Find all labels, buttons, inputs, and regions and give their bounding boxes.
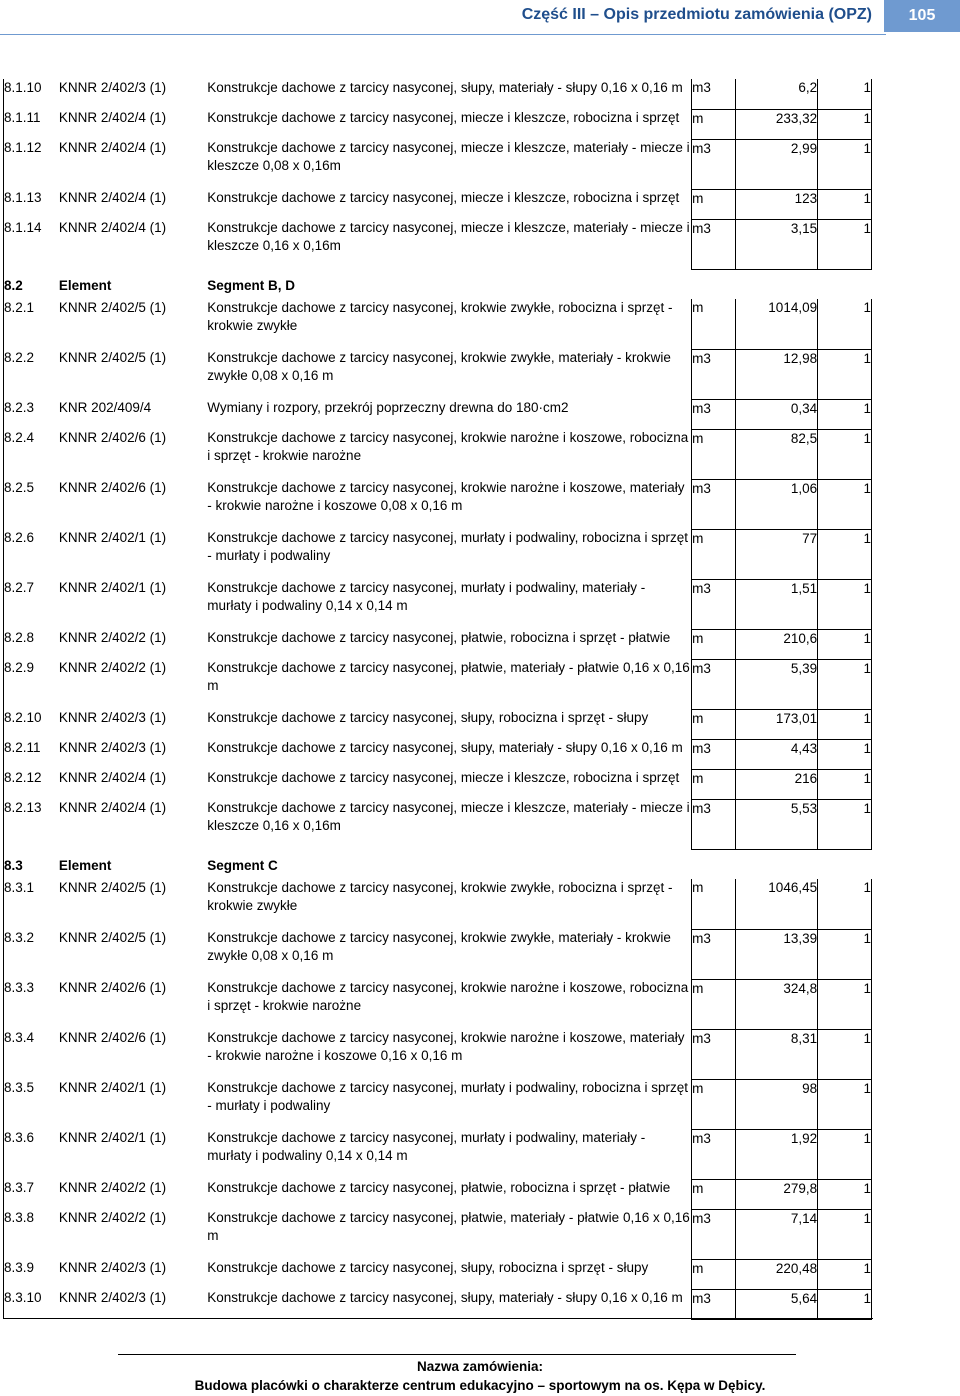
item-unit: m3 <box>692 659 736 709</box>
table-row <box>4 1079 872 1129</box>
item-number: 8.1.10 <box>4 80 42 95</box>
item-number: 8.3.5 <box>4 1080 35 1095</box>
item-quantity: 1,06 <box>735 479 817 529</box>
table-row <box>4 579 872 629</box>
item-description: Konstrukcje dachowe z tarcicy nasyconej, słupy, materiały - słupy 0,16 x 0,16 m <box>207 739 691 769</box>
item-code: KNNR 2/402/2 (1) <box>58 630 167 645</box>
table-row <box>4 79 872 109</box>
item-code: KNNR 2/402/3 (1) <box>58 80 167 95</box>
item-description: Konstrukcje dachowe z tarcicy nasyconej, miecze i kleszcze, materiały - miecze i kleszcze 0,16 x 0,16m <box>207 219 691 269</box>
item-code: KNNR 2/402/4 (1) <box>58 220 167 235</box>
item-description: Konstrukcje dachowe z tarcicy nasyconej, krokwie zwykłe, robocizna i sprzęt - krokwie zwykłe <box>207 879 691 929</box>
item-code: KNNR 2/402/2 (1) <box>58 1180 167 1195</box>
item-code: KNNR 2/402/5 (1) <box>58 930 167 945</box>
item-count: 1 <box>818 709 872 739</box>
item-quantity: 98 <box>735 1079 817 1129</box>
table-row <box>4 1179 872 1209</box>
item-count: 1 <box>818 1209 872 1259</box>
item-count: 1 <box>818 979 872 1029</box>
item-count: 1 <box>818 139 872 189</box>
item-description: Konstrukcje dachowe z tarcicy nasyconej, krokwie narożne i koszowe, robocizna i sprzęt - krokwie narożne <box>207 979 691 1029</box>
item-quantity: 5,39 <box>735 659 817 709</box>
table-row <box>4 769 872 799</box>
table-row <box>4 1129 872 1179</box>
element-row <box>4 849 872 879</box>
item-count: 1 <box>818 1259 872 1289</box>
item-description: Konstrukcje dachowe z tarcicy nasyconej, słupy, materiały - słupy 0,16 x 0,16 m <box>207 1289 691 1319</box>
item-number: 8.2.6 <box>4 530 35 545</box>
item-number: 8.3.7 <box>4 1180 35 1195</box>
item-number: 8.3.4 <box>4 1030 35 1045</box>
item-quantity: 2,99 <box>735 139 817 189</box>
item-count: 1 <box>818 1129 872 1179</box>
item-count: 1 <box>818 879 872 929</box>
item-quantity: 1014,09 <box>735 299 817 349</box>
item-quantity: 279,8 <box>735 1179 817 1209</box>
item-count: 1 <box>818 79 872 109</box>
item-number: 8.2.11 <box>4 740 41 755</box>
item-number: 8.3.9 <box>4 1260 35 1275</box>
item-unit: m <box>692 299 736 349</box>
item-count: 1 <box>818 189 872 219</box>
item-count: 1 <box>818 1029 872 1079</box>
item-unit: m <box>692 529 736 579</box>
table-row <box>4 109 872 139</box>
document-title: Część III – Opis przedmiotu zamówienia (OPZ) <box>521 6 872 23</box>
item-count: 1 <box>818 529 872 579</box>
item-unit: m <box>692 189 736 219</box>
item-number: 8.3.10 <box>4 1290 42 1305</box>
item-description: Konstrukcje dachowe z tarcicy nasyconej, miecze i kleszcze, robocizna i sprzęt <box>207 769 691 799</box>
item-count: 1 <box>818 1289 872 1319</box>
item-code: KNNR 2/402/3 (1) <box>58 710 167 725</box>
table-row <box>4 1209 872 1259</box>
item-quantity: 1,92 <box>735 1129 817 1179</box>
table-row <box>4 739 872 769</box>
item-description: Konstrukcje dachowe z tarcicy nasyconej, miecze i kleszcze, materiały - miecze i kleszcze 0,16 x 0,16m <box>207 799 691 849</box>
item-number: 8.3.3 <box>4 980 35 995</box>
item-count: 1 <box>818 769 872 799</box>
item-unit: m3 <box>692 929 736 979</box>
item-unit: m <box>692 1179 736 1209</box>
item-code: KNNR 2/402/6 (1) <box>58 430 167 445</box>
table-row <box>4 479 872 529</box>
item-code: KNNR 2/402/6 (1) <box>58 480 167 495</box>
item-quantity: 210,6 <box>735 629 817 659</box>
item-number: 8.3.6 <box>4 1130 35 1145</box>
item-unit: m3 <box>692 579 736 629</box>
item-number: 8.3.8 <box>4 1210 35 1225</box>
item-code: KNR 202/409/4 <box>58 400 152 415</box>
table-row <box>4 1289 872 1319</box>
item-code: KNNR 2/402/4 (1) <box>58 190 167 205</box>
item-count: 1 <box>818 349 872 399</box>
item-code: KNNR 2/402/5 (1) <box>58 350 167 365</box>
item-number: 8.1.12 <box>4 140 42 155</box>
table-row <box>4 929 872 979</box>
item-description: Konstrukcje dachowe z tarcicy nasyconej, słupy, materiały - słupy 0,16 x 0,16 m <box>207 79 691 109</box>
item-quantity: 5,64 <box>735 1289 817 1319</box>
item-number: 8.2.7 <box>4 580 35 595</box>
item-code: KNNR 2/402/3 (1) <box>58 1260 167 1275</box>
item-quantity: 324,8 <box>735 979 817 1029</box>
item-count: 1 <box>818 299 872 349</box>
item-quantity: 8,31 <box>735 1029 817 1079</box>
footer-rule <box>118 1354 796 1355</box>
item-description: Konstrukcje dachowe z tarcicy nasyconej, krokwie narożne i koszowe, materiały - krokwie narożne i koszowe 0,08 x 0,16 m <box>207 479 691 529</box>
item-description: Konstrukcje dachowe z tarcicy nasyconej, krokwie zwykłe, materiały - krokwie zwykłe 0,08 x 0,16 m <box>207 929 691 979</box>
table-bottom-border <box>3 1318 873 1319</box>
item-count: 1 <box>818 1079 872 1129</box>
table-row <box>4 799 872 849</box>
table-body <box>4 79 872 1319</box>
item-quantity: 1046,45 <box>735 879 817 929</box>
item-count: 1 <box>818 739 872 769</box>
item-unit: m <box>692 429 736 479</box>
table-row <box>4 139 872 189</box>
item-unit: m3 <box>692 799 736 849</box>
item-count: 1 <box>818 579 872 629</box>
element-name: Segment B, D <box>207 278 296 293</box>
item-number: 8.2.12 <box>4 770 42 785</box>
item-quantity: 77 <box>735 529 817 579</box>
item-description: Konstrukcje dachowe z tarcicy nasyconej, płatwie, materiały - płatwie 0,16 x 0,16 m <box>207 1209 691 1259</box>
item-number: 8.1.11 <box>4 110 41 125</box>
item-code: KNNR 2/402/6 (1) <box>58 980 167 995</box>
item-quantity: 220,48 <box>735 1259 817 1289</box>
item-unit: m <box>692 709 736 739</box>
page-header <box>0 0 960 34</box>
item-description: Konstrukcje dachowe z tarcicy nasyconej, murłaty i podwaliny, robocizna i sprzęt - murłaty i podwaliny <box>207 1079 691 1129</box>
item-number: 8.2.10 <box>4 710 42 725</box>
item-count: 1 <box>818 1179 872 1209</box>
header-rule <box>0 34 886 35</box>
item-count: 1 <box>818 659 872 709</box>
item-unit: m <box>692 109 736 139</box>
item-code: KNNR 2/402/4 (1) <box>58 140 167 155</box>
element-label: Element <box>58 278 112 293</box>
item-unit: m3 <box>692 399 736 429</box>
item-count: 1 <box>818 109 872 139</box>
item-unit: m <box>692 979 736 1029</box>
bill-of-quantities-table <box>4 79 872 1320</box>
item-count: 1 <box>818 629 872 659</box>
item-number: 8.1.14 <box>4 220 42 235</box>
item-number: 8.2.3 <box>4 400 35 415</box>
item-quantity: 216 <box>735 769 817 799</box>
table-row <box>4 399 872 429</box>
item-count: 1 <box>818 219 872 269</box>
item-quantity: 5,53 <box>735 799 817 849</box>
item-description: Konstrukcje dachowe z tarcicy nasyconej, krokwie narożne i koszowe, robocizna i sprzęt - krokwie narożne <box>207 429 691 479</box>
item-quantity: 6,2 <box>735 79 817 109</box>
item-code: KNNR 2/402/5 (1) <box>58 880 167 895</box>
item-number: 8.2.4 <box>4 430 35 445</box>
item-quantity: 0,34 <box>735 399 817 429</box>
item-unit: m3 <box>692 349 736 399</box>
table-row <box>4 879 872 929</box>
item-code: KNNR 2/402/2 (1) <box>58 660 167 675</box>
item-number: 8.2.8 <box>4 630 35 645</box>
item-unit: m3 <box>692 219 736 269</box>
item-description: Konstrukcje dachowe z tarcicy nasyconej, płatwie, robocizna i sprzęt - płatwie <box>207 1179 691 1209</box>
table-row <box>4 429 872 479</box>
item-description: Konstrukcje dachowe z tarcicy nasyconej, murłaty i podwaliny, materiały - murłaty i podwaliny 0,14 x 0,14 m <box>207 579 691 629</box>
table-row <box>4 189 872 219</box>
item-description: Konstrukcje dachowe z tarcicy nasyconej, miecze i kleszcze, robocizna i sprzęt <box>207 189 691 219</box>
item-count: 1 <box>818 799 872 849</box>
item-number: 8.2.1 <box>4 300 35 315</box>
item-quantity: 82,5 <box>735 429 817 479</box>
table-row <box>4 709 872 739</box>
item-description: Konstrukcje dachowe z tarcicy nasyconej, murłaty i podwaliny, robocizna i sprzęt - murłaty i podwaliny <box>207 529 691 579</box>
item-unit: m3 <box>692 739 736 769</box>
item-unit: m3 <box>692 1289 736 1319</box>
item-quantity: 3,15 <box>735 219 817 269</box>
item-description: Konstrukcje dachowe z tarcicy nasyconej, płatwie, robocizna i sprzęt - płatwie <box>207 629 691 659</box>
item-unit: m <box>692 879 736 929</box>
table-row <box>4 1259 872 1289</box>
page-number: 105 <box>884 0 960 32</box>
order-name: Budowa placówki o charakterze centrum edukacyjno – sportowym na os. Kępa w Dębicy. <box>194 1378 766 1393</box>
item-code: KNNR 2/402/2 (1) <box>58 1210 167 1225</box>
item-description: Konstrukcje dachowe z tarcicy nasyconej, słupy, robocizna i sprzęt - słupy <box>207 709 691 739</box>
item-number: 8.2.2 <box>4 350 35 365</box>
item-code: KNNR 2/402/1 (1) <box>58 580 167 595</box>
item-description: Konstrukcje dachowe z tarcicy nasyconej, słupy, robocizna i sprzęt - słupy <box>207 1259 691 1289</box>
element-spacer <box>692 269 872 299</box>
table-row <box>4 349 872 399</box>
item-code: KNNR 2/402/1 (1) <box>58 1080 167 1095</box>
item-code: KNNR 2/402/4 (1) <box>58 800 167 815</box>
item-description: Konstrukcje dachowe z tarcicy nasyconej, płatwie, materiały - płatwie 0,16 x 0,16 m <box>207 659 691 709</box>
item-number: 8.3.1 <box>4 880 35 895</box>
item-count: 1 <box>818 929 872 979</box>
item-unit: m <box>692 1259 736 1289</box>
item-code: KNNR 2/402/5 (1) <box>58 300 167 315</box>
element-name: Segment C <box>207 858 278 873</box>
table-row <box>4 529 872 579</box>
item-number: 8.2.13 <box>4 800 42 815</box>
item-quantity: 7,14 <box>735 1209 817 1259</box>
item-number: 8.2.5 <box>4 480 35 495</box>
table-row <box>4 219 872 269</box>
item-number: 8.1.13 <box>4 190 42 205</box>
item-unit: m3 <box>692 139 736 189</box>
item-description: Wymiany i rozpory, przekrój poprzeczny drewna do 180·cm2 <box>207 399 691 429</box>
item-count: 1 <box>818 399 872 429</box>
item-number: 8.3.2 <box>4 930 35 945</box>
item-code: KNNR 2/402/1 (1) <box>58 530 167 545</box>
item-count: 1 <box>818 479 872 529</box>
item-description: Konstrukcje dachowe z tarcicy nasyconej, miecze i kleszcze, materiały - miecze i kleszcze 0,08 x 0,16m <box>207 139 691 189</box>
table-row <box>4 979 872 1029</box>
item-description: Konstrukcje dachowe z tarcicy nasyconej, miecze i kleszcze, robocizna i sprzęt <box>207 109 691 139</box>
item-unit: m3 <box>692 79 736 109</box>
item-unit: m3 <box>692 479 736 529</box>
order-name-label: Nazwa zamówienia: <box>416 1359 544 1374</box>
item-code: KNNR 2/402/4 (1) <box>58 770 167 785</box>
table-row <box>4 659 872 709</box>
item-quantity: 1,51 <box>735 579 817 629</box>
item-quantity: 233,32 <box>735 109 817 139</box>
item-quantity: 173,01 <box>735 709 817 739</box>
table-row <box>4 629 872 659</box>
item-unit: m <box>692 1079 736 1129</box>
item-unit: m3 <box>692 1129 736 1179</box>
item-description: Konstrukcje dachowe z tarcicy nasyconej, krokwie zwykłe, robocizna i sprzęt - krokwie zwykłe <box>207 299 691 349</box>
item-quantity: 13,39 <box>735 929 817 979</box>
table-row <box>4 1029 872 1079</box>
table-row <box>4 299 872 349</box>
item-unit: m <box>692 769 736 799</box>
item-quantity: 4,43 <box>735 739 817 769</box>
item-unit: m3 <box>692 1029 736 1079</box>
element-number: 8.3 <box>4 858 23 873</box>
item-code: KNNR 2/402/1 (1) <box>58 1130 167 1145</box>
item-count: 1 <box>818 429 872 479</box>
item-code: KNNR 2/402/3 (1) <box>58 740 167 755</box>
item-code: KNNR 2/402/3 (1) <box>58 1290 167 1305</box>
item-description: Konstrukcje dachowe z tarcicy nasyconej, krokwie narożne i koszowe, materiały - krokwie narożne i koszowe 0,16 x 0,16 m <box>207 1029 691 1079</box>
item-code: KNNR 2/402/6 (1) <box>58 1030 167 1045</box>
item-description: Konstrukcje dachowe z tarcicy nasyconej, murłaty i podwaliny, materiały - murłaty i podwaliny 0,14 x 0,14 m <box>207 1129 691 1179</box>
item-number: 8.2.9 <box>4 660 35 675</box>
item-unit: m3 <box>692 1209 736 1259</box>
element-spacer <box>692 849 872 879</box>
item-description: Konstrukcje dachowe z tarcicy nasyconej, krokwie zwykłe, materiały - krokwie zwykłe 0,08 x 0,16 m <box>207 349 691 399</box>
item-code: KNNR 2/402/4 (1) <box>58 110 167 125</box>
item-unit: m <box>692 629 736 659</box>
item-quantity: 12,98 <box>735 349 817 399</box>
item-quantity: 123 <box>735 189 817 219</box>
element-number: 8.2 <box>4 278 23 293</box>
element-label: Element <box>58 858 112 873</box>
element-row <box>4 269 872 299</box>
